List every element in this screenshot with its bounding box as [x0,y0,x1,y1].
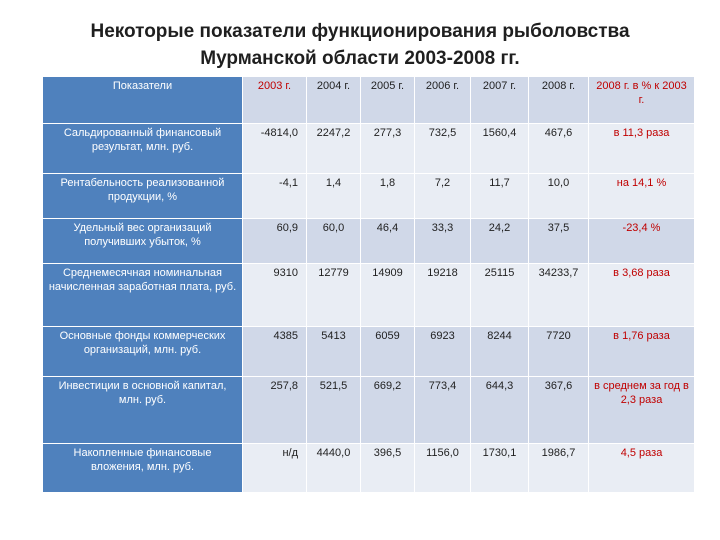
cell-2008: 10,0 [529,174,589,219]
header-2008: 2008 г. [529,77,589,124]
table-row [43,124,695,174]
cell-2005: 14909 [361,264,415,327]
cell-2008: 37,5 [529,219,589,264]
title-line-1: Некоторые показатели функционирования рыболовства [90,21,630,42]
cell-2003: 4385 [243,327,307,377]
row-label: Накопленные финансовые вложения, млн. руб. [43,444,243,493]
cell-2003: -4814,0 [243,124,307,174]
cell-2008-vs-2003: в среднем за год в 2,3 раза [589,377,695,444]
cell-2003: н/д [243,444,307,493]
cell-2005: 669,2 [361,377,415,444]
cell-2006: 732,5 [415,124,471,174]
cell-2008-vs-2003: на 14,1 % [589,174,695,219]
cell-2007: 1730,1 [471,444,529,493]
cell-2008: 34233,7 [529,264,589,327]
cell-2004: 521,5 [307,377,361,444]
cell-2005: 1,8 [361,174,415,219]
table-row [43,327,695,377]
row-label: Основные фонды коммерческих организаций, млн. руб. [43,327,243,377]
cell-2006: 33,3 [415,219,471,264]
cell-2006: 6923 [415,327,471,377]
cell-2008: 467,6 [529,124,589,174]
row-label: Сальдированный финансовый результат, млн. руб. [43,124,243,174]
cell-2007: 8244 [471,327,529,377]
slide-title [0,18,720,72]
header-indicators: Показатели [43,77,243,124]
cell-2007: 25115 [471,264,529,327]
table-row [43,174,695,219]
cell-2006: 1156,0 [415,444,471,493]
cell-2008: 7720 [529,327,589,377]
cell-2007: 11,7 [471,174,529,219]
row-label: Среднемесячная номинальная начисленная заработная плата, руб. [43,264,243,327]
table-row [43,444,695,493]
cell-2003: 257,8 [243,377,307,444]
header-2006: 2006 г. [415,77,471,124]
cell-2007: 644,3 [471,377,529,444]
table-row [43,377,695,444]
header-2007: 2007 г. [471,77,529,124]
cell-2003: 60,9 [243,219,307,264]
cell-2006: 19218 [415,264,471,327]
cell-2008-vs-2003: в 1,76 раза [589,327,695,377]
header-2003: 2003 г. [243,77,307,124]
cell-2004: 12779 [307,264,361,327]
row-label: Удельный вес организаций получивших убыток, % [43,219,243,264]
row-label: Рентабельность реализованной продукции, % [43,174,243,219]
cell-2006: 7,2 [415,174,471,219]
cell-2003: -4,1 [243,174,307,219]
table-row [43,264,695,327]
header-2008-vs-2003: 2008 г. в % к 2003 г. [589,77,695,124]
cell-2008: 367,6 [529,377,589,444]
cell-2008-vs-2003: в 3,68 раза [589,264,695,327]
header-2004: 2004 г. [307,77,361,124]
cell-2004: 2247,2 [307,124,361,174]
cell-2005: 6059 [361,327,415,377]
header-2005: 2005 г. [361,77,415,124]
row-label: Инвестиции в основной капитал, млн. руб. [43,377,243,444]
indicators-table [42,76,695,493]
cell-2005: 46,4 [361,219,415,264]
cell-2008-vs-2003: -23,4 % [589,219,695,264]
cell-2007: 1560,4 [471,124,529,174]
cell-2005: 396,5 [361,444,415,493]
cell-2004: 4440,0 [307,444,361,493]
cell-2007: 24,2 [471,219,529,264]
cell-2006: 773,4 [415,377,471,444]
title-line-2: Мурманской области 2003-2008 гг. [200,48,520,69]
cell-2003: 9310 [243,264,307,327]
table-header-row [43,77,695,124]
cell-2004: 1,4 [307,174,361,219]
cell-2004: 5413 [307,327,361,377]
cell-2008-vs-2003: в 11,3 раза [589,124,695,174]
cell-2004: 60,0 [307,219,361,264]
table-row [43,219,695,264]
cell-2008: 1986,7 [529,444,589,493]
cell-2005: 277,3 [361,124,415,174]
cell-2008-vs-2003: 4,5 раза [589,444,695,493]
